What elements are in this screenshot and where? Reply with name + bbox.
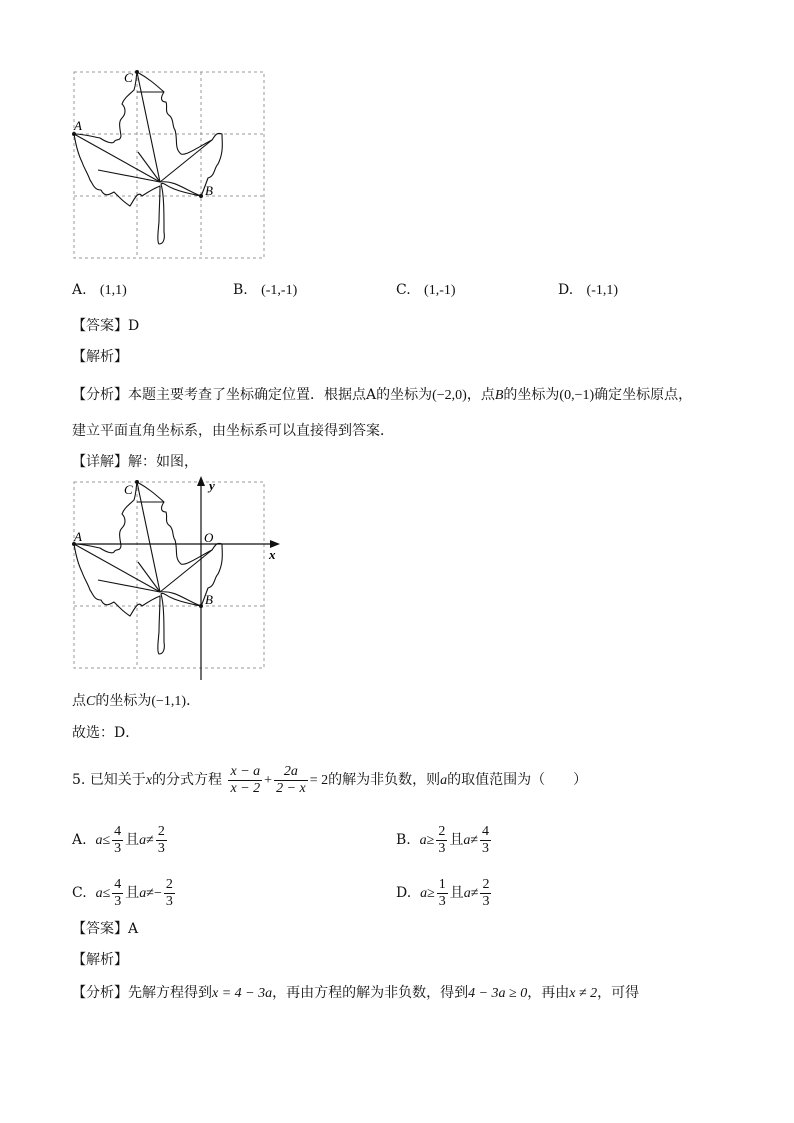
label-x: x [269, 547, 276, 562]
point-c [135, 70, 139, 74]
q4-fenxi-line2: 建立平面直角坐标系，由坐标系可以直接得到答案． [72, 423, 394, 439]
question-number: 5. [72, 772, 86, 788]
label-o: O [204, 530, 214, 545]
option-key: C. [396, 282, 411, 298]
coord-a: (−2,0) [432, 388, 467, 403]
answer-tag: 【答案】 [72, 921, 128, 937]
q5-option-b: B. a≥ $\frac{2}{3}$ 且a≠ $\frac{4}{3}$ [396, 823, 490, 856]
q4-option-c [396, 281, 456, 300]
expr-3: x ≠ 2 [569, 986, 598, 1001]
q5-option-a: A. a≤ $\frac{4}{3}$ 且a≠ $\frac{2}{3}$ [72, 823, 165, 856]
label-b: B [205, 183, 213, 198]
option-key: B. [233, 282, 248, 298]
leaf-figure-1 [60, 62, 280, 272]
grid [74, 72, 264, 258]
option-value: (1,-1) [424, 283, 456, 298]
q4-detail: 【详解】解：如图， [72, 454, 198, 470]
answer-value: A [128, 921, 139, 937]
label-y: y [209, 478, 215, 493]
q5-analysis-tag: 【解析】 [72, 952, 128, 968]
leaf-figure-2 [60, 472, 290, 684]
label-c: C [124, 482, 133, 497]
q4-fenxi-line1: 【分析】本题主要考查了坐标确定位置．根据点A的坐标为(−2,0)，点B的坐标为(0,−1)确定坐标原点， [72, 387, 693, 403]
label-a: A [74, 118, 82, 133]
point-c [135, 480, 139, 484]
option-value: (1,1) [99, 283, 127, 298]
grid [74, 482, 264, 668]
label-b: B [205, 592, 213, 607]
leaf-outline [74, 482, 222, 654]
label-a: A [74, 529, 82, 544]
fenxi-tag: 【分析】 [72, 387, 128, 403]
q4-answer [72, 317, 139, 335]
q5-option-d: D. a≥ $\frac{1}{3}$ 且a≠ $\frac{2}{3}$ [396, 876, 490, 909]
point-c-ref: C [86, 694, 96, 709]
point-b [199, 194, 203, 198]
point-b-ref: B [494, 388, 504, 403]
answer-tag: 【答案】 [72, 318, 128, 334]
q4-choose: 故选：D． [72, 725, 140, 741]
q4-option-b [233, 281, 297, 300]
answer-value: D [128, 318, 140, 334]
option-value: (-1,-1) [261, 283, 298, 298]
option-key: A. [72, 282, 87, 298]
label-c: C [124, 70, 133, 85]
fraction-2: $\frac{2a}{2 - x}$ [276, 763, 306, 796]
fraction-1: $\frac{x - a}{x - 2}$ [230, 763, 261, 796]
y-axis-arrow [197, 476, 205, 486]
point-b [199, 604, 203, 608]
q5-stem: 5. 已知关于x的分式方程 $\frac{x - a}{x - 2}$ + $\frac{2a}{2 - x}$ = 2的解为非负数，则a的取值范围为（ ） [72, 763, 588, 796]
q5-fenxi: 【分析】先解方程得到x = 4 − 3a，再由方程的解为非负数，得到4 − 3a ≥ 0，再由x ≠ 2，可得 [72, 985, 640, 1001]
coord-c: (−1,1) [151, 694, 187, 709]
coord-b: (0,−1) [559, 388, 595, 403]
option-key: D. [558, 282, 574, 298]
q4-conclusion: 点C的坐标为(−1,1)． [72, 693, 201, 709]
q5-answer [72, 920, 138, 938]
q4-option-a [72, 281, 127, 300]
expr-1: x = 4 − 3a [212, 986, 273, 1001]
option-value: (-1,1) [586, 283, 619, 298]
q5-option-c: C. a≤ $\frac{4}{3}$ 且a≠− $\frac{2}{3}$ [72, 876, 173, 909]
detail-tag: 【详解】 [72, 454, 128, 470]
q4-option-d [558, 281, 618, 300]
q4-analysis-tag: 【解析】 [72, 349, 128, 365]
leaf-outline [74, 72, 222, 244]
expr-2: 4 − 3a ≥ 0 [468, 986, 528, 1001]
fenxi-tag: 【分析】 [72, 985, 128, 1001]
